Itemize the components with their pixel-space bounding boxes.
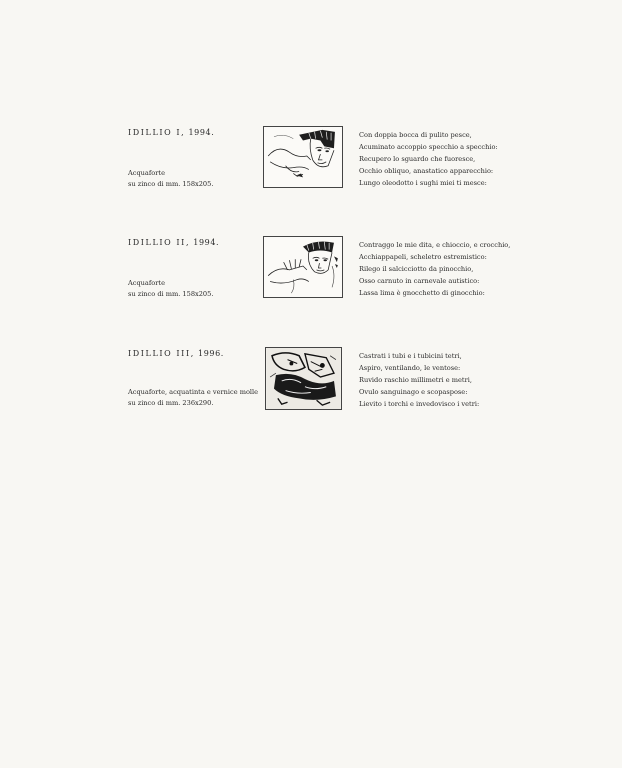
entry-title [128, 128, 214, 137]
title-year: 1996. [198, 349, 224, 358]
etching-drawing [264, 237, 342, 297]
etching-thumbnail [265, 347, 342, 410]
caption-line: Acquaforte [128, 279, 165, 287]
poem-line: Ruvido raschio millimetri e metri, [359, 376, 472, 385]
caption-line: Acquaforte [128, 169, 165, 177]
poem-line: Aspiro, ventilando, le ventose: [359, 364, 461, 373]
poem-line: Lievito i torchi e invedovisco i vetri: [359, 400, 480, 409]
poem-stanza [359, 239, 559, 299]
technique-caption [128, 168, 253, 189]
poem-line: Ovulo sanguinago e scopaspose: [359, 388, 468, 397]
etching-thumbnail [263, 236, 343, 298]
title-name: IDILLIO II, [128, 238, 191, 247]
title-name: IDILLIO I, [128, 128, 186, 137]
poem-line: Rilego il salcicciotto da pinocchio, [359, 265, 474, 274]
etching-thumbnail [263, 126, 343, 188]
technique-caption [128, 387, 259, 408]
poem-line: Acchiappapeli, scheletro estremistico: [359, 253, 487, 262]
caption-line: su zinco di mm. 236x290. [128, 398, 214, 407]
poem-line: Recupero lo sguardo che fuoresce, [359, 155, 476, 164]
etching-drawing [264, 127, 342, 187]
title-year: 1994. [188, 128, 215, 137]
poem-stanza [359, 129, 559, 189]
poem-line: Castrati i tubi e i tubicini tetri, [359, 352, 462, 360]
poem-line: Occhio obliquo, anastatico apparecchio: [359, 167, 494, 176]
caption-line: su zinco di mm. 158x205. [128, 289, 214, 298]
entry-title [128, 349, 224, 358]
poem-line: Osso carnuto in carnevale autistico: [359, 277, 480, 286]
poem-line: Contraggo le mie dita, e chioccio, e crocchio, [359, 241, 511, 249]
title-name: IDILLIO III, [128, 349, 195, 358]
poem-line: Con doppia bocca di pulito pesce, [359, 131, 472, 139]
entry-title [128, 238, 219, 247]
title-year: 1994. [193, 238, 220, 247]
caption-line: Acquaforte, acquatinta e vernice molle [128, 388, 259, 396]
caption-line: su zinco di mm. 158x205. [128, 179, 214, 188]
poem-stanza [359, 350, 559, 410]
etching-drawing [266, 348, 341, 409]
poem-line: Lungo oleodotto i sughi miei ti mesce: [359, 179, 487, 188]
poem-line: Lassa lima è gnocchetto di ginocchio: [359, 289, 485, 298]
technique-caption [128, 278, 253, 299]
poem-line: Acuminato accoppio specchio a specchio: [359, 143, 498, 152]
